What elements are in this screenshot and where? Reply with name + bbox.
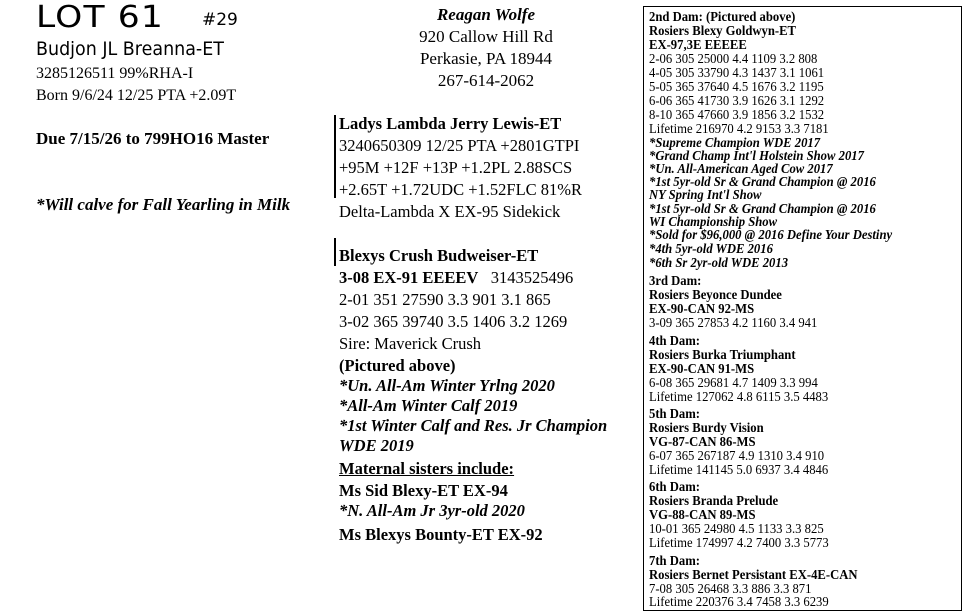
dam-section-name: Rosiers Branda Prelude bbox=[649, 493, 779, 508]
sire-bracket bbox=[334, 115, 336, 198]
dam-section-honor: *1st 5yr-old Sr & Grand Champion @ 2016 bbox=[649, 174, 876, 189]
sire-info-line: Delta-Lambda X EX-95 Sidekick bbox=[339, 202, 561, 221]
dam-section-header: 6th Dam: bbox=[649, 479, 700, 494]
dam-section-honor: WI Championship Show bbox=[649, 214, 778, 229]
birth-line: Born 9/6/24 12/25 PTA +2.09T bbox=[36, 87, 237, 104]
dam-section-record: 7-08 305 26468 3.3 886 3.3 871 bbox=[649, 581, 812, 596]
dam-section-header: 3rd Dam: bbox=[649, 273, 702, 288]
maternal-sister-name: Ms Sid Blexy-ET EX-94 bbox=[339, 481, 508, 500]
dam-record: 2-01 351 27590 3.3 901 3.1 865 bbox=[339, 290, 551, 309]
dam-section-header: 2nd Dam: (Pictured above) bbox=[649, 9, 796, 24]
dam-section-class: EX-90-CAN 91-MS bbox=[649, 361, 755, 376]
dam-section-lifetime: Lifetime 127062 4.8 6115 3.5 4483 bbox=[649, 389, 829, 404]
dam-sire-line: Sire: Maverick Crush bbox=[339, 334, 482, 353]
consignor-phone: 267-614-2062 bbox=[437, 71, 535, 90]
dam-section-honor: *Supreme Champion WDE 2017 bbox=[649, 135, 821, 150]
dam-section-header: 5th Dam: bbox=[649, 406, 700, 421]
dam-honor: WDE 2019 bbox=[339, 436, 414, 455]
dam-registration: 3143525496 bbox=[490, 268, 574, 287]
dam-section-name: Rosiers Burdy Vision bbox=[649, 420, 764, 435]
dam-section-class: VG-88-CAN 89-MS bbox=[649, 507, 756, 522]
dam-section-record: 6-08 365 29681 4.7 1409 3.3 994 bbox=[649, 375, 818, 390]
maternal-sisters-header: Maternal sisters include: bbox=[339, 459, 515, 478]
dam-section-record: 10-01 365 24980 4.5 1133 3.3 825 bbox=[649, 521, 824, 536]
dam-section-honor: *Un. All-American Aged Cow 2017 bbox=[649, 161, 833, 176]
consignor-address-street: 920 Callow Hill Rd bbox=[419, 27, 553, 46]
registration-line: 3285126511 99%RHA-I bbox=[36, 65, 194, 82]
sire-info-line: 3240650309 12/25 PTA +2801GTPI bbox=[339, 136, 580, 155]
sire-name: Ladys Lambda Jerry Lewis-ET bbox=[339, 114, 562, 133]
dam-section-record: 6-06 365 41730 3.9 1626 3.1 1292 bbox=[649, 93, 825, 108]
maternal-sister-name: Ms Blexys Bounty-ET EX-92 bbox=[339, 525, 543, 544]
dam-bracket bbox=[334, 238, 336, 266]
dam-honor: *1st Winter Calf and Res. Jr Champion bbox=[339, 416, 608, 435]
dam-section-record: 6-07 365 267187 4.9 1310 3.4 910 bbox=[649, 448, 825, 463]
dam-record: 3-02 365 39740 3.5 1406 3.2 1269 bbox=[339, 312, 568, 331]
dam-section-class: EX-97,3E EEEEE bbox=[649, 37, 747, 52]
dam-classification: 3-08 EX-91 EEEEV bbox=[339, 268, 479, 287]
dam-class-row bbox=[339, 268, 573, 288]
dam-honor: *All-Am Winter Calf 2019 bbox=[339, 396, 518, 415]
dam-section-honor: *6th Sr 2yr-old WDE 2013 bbox=[649, 255, 789, 270]
dam-section-lifetime: Lifetime 220376 3.4 7458 3.3 6239 bbox=[649, 594, 829, 609]
dam-section-honor: *4th 5yr-old WDE 2016 bbox=[649, 241, 773, 256]
dam-pictured-note: (Pictured above) bbox=[339, 356, 456, 375]
dam-section-record: 3-09 365 27853 4.2 1160 3.4 941 bbox=[649, 315, 818, 330]
lot-number: #29 bbox=[202, 10, 238, 30]
dam-honor: *Un. All-Am Winter Yrlng 2020 bbox=[339, 376, 555, 395]
dam-section-lifetime: Lifetime 141145 5.0 6937 3.4 4846 bbox=[649, 462, 829, 477]
dam-name: Blexys Crush Budweiser-ET bbox=[339, 246, 539, 265]
maternal-sister-note: *N. All-Am Jr 3yr-old 2020 bbox=[339, 501, 525, 520]
dam-section-name: Rosiers Beyonce Dundee bbox=[649, 287, 782, 302]
dam-section-record: 2-06 305 25000 4.4 1109 3.2 808 bbox=[649, 51, 818, 66]
consignor-name: Reagan Wolfe bbox=[436, 5, 536, 24]
consignor-address-city: Perkasie, PA 18944 bbox=[419, 49, 553, 68]
sire-info-line: +95M +12F +13P +1.2PL 2.88SCS bbox=[339, 158, 573, 177]
dam-section-honor: *Sold for $96,000 @ 2016 Define Your Destiny bbox=[649, 227, 893, 242]
calving-note: *Will calve for Fall Yearling in Milk bbox=[36, 195, 291, 214]
dam-section-name: Rosiers Burka Triumphant bbox=[649, 347, 796, 362]
dam-section-record: 5-05 365 37640 4.5 1676 3.2 1195 bbox=[649, 79, 824, 94]
dam-section-name: Rosiers Blexy Goldwyn-ET bbox=[649, 23, 797, 38]
dam-section-lifetime: Lifetime 216970 4.2 9153 3.3 7181 bbox=[649, 121, 829, 136]
dam-section-honor: *1st 5yr-old Sr & Grand Champion @ 2016 bbox=[649, 201, 876, 216]
animal-name: Budjon JL Breanna-ET bbox=[36, 38, 224, 60]
dam-section-class: EX-90-CAN 92-MS bbox=[649, 301, 755, 316]
dam-section-honor: NY Spring Int'l Show bbox=[649, 187, 762, 202]
dam-section-header: 7th Dam: bbox=[649, 553, 700, 568]
dam-section-lifetime: Lifetime 174997 4.2 7400 3.3 5773 bbox=[649, 535, 829, 550]
lot-title: LOT 61 bbox=[36, 0, 164, 35]
dam-section-name: Rosiers Bernet Persistant EX-4E-CAN bbox=[649, 567, 858, 582]
sire-info-line: +2.65T +1.72UDC +1.52FLC 81%R bbox=[339, 180, 583, 199]
dam-section-header: 4th Dam: bbox=[649, 333, 700, 348]
dam-section-class: VG-87-CAN 86-MS bbox=[649, 434, 756, 449]
dam-section-honor: *Grand Champ Int'l Holstein Show 2017 bbox=[649, 148, 864, 163]
dam-section-record: 8-10 365 47660 3.9 1856 3.2 1532 bbox=[649, 107, 825, 122]
dam-section-record: 4-05 305 33790 4.3 1437 3.1 1061 bbox=[649, 65, 825, 80]
due-date-line: Due 7/15/26 to 799HO16 Master bbox=[36, 129, 270, 148]
